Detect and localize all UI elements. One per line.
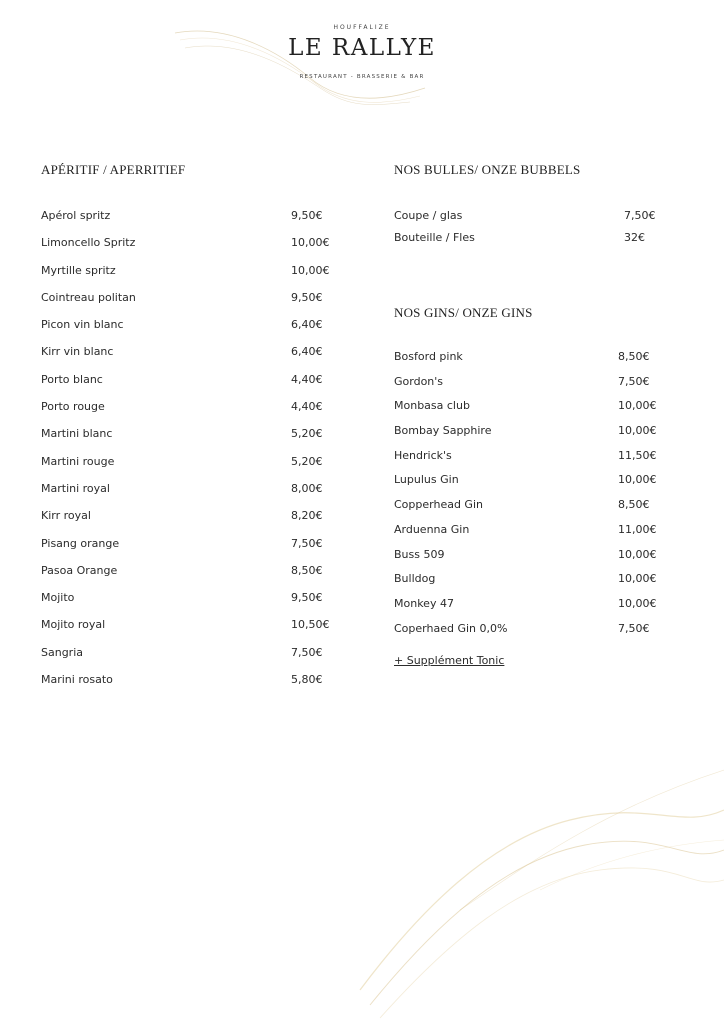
menu-item xyxy=(394,472,656,497)
menu-item xyxy=(41,454,329,481)
menu-item xyxy=(394,398,656,423)
item-price: 10,00€ xyxy=(618,572,657,586)
menu-item xyxy=(41,426,329,453)
menu-item xyxy=(41,536,329,563)
item-name: Mojito xyxy=(41,591,75,605)
menu-item xyxy=(394,571,656,596)
item-name: Monbasa club xyxy=(394,399,470,413)
menu-item xyxy=(41,399,329,426)
item-price: 8,50€ xyxy=(618,498,650,512)
item-name: Martini royal xyxy=(41,481,110,495)
menu-item xyxy=(41,672,329,699)
menu-item xyxy=(41,344,329,371)
item-name: Pisang orange xyxy=(41,536,120,550)
item-name: Picon vin blanc xyxy=(41,318,124,332)
item-price: 8,50€ xyxy=(291,563,323,577)
menu-item xyxy=(394,621,656,646)
item-name: Porto blanc xyxy=(41,372,103,386)
item-price: 6,40€ xyxy=(291,318,323,332)
menu-item xyxy=(394,596,656,621)
menu-item xyxy=(394,349,656,374)
menu-item xyxy=(394,374,656,399)
item-price: 10,00€ xyxy=(618,547,657,561)
bulles-menu-list xyxy=(394,208,656,251)
item-name: Coperhaed Gin 0,0% xyxy=(394,621,508,635)
item-price: 10,00€ xyxy=(291,236,330,250)
item-price: 4,40€ xyxy=(291,372,323,386)
item-name: Arduenna Gin xyxy=(394,522,470,536)
menu-item xyxy=(41,372,329,399)
item-name: Bulldog xyxy=(394,572,436,586)
item-price: 5,20€ xyxy=(291,454,323,468)
menu-item xyxy=(41,508,329,535)
menu-item xyxy=(41,317,329,344)
item-price: 10,00€ xyxy=(618,424,657,438)
item-name: Bouteille / Fles xyxy=(394,230,475,244)
item-name: Apérol spritz xyxy=(41,209,111,222)
item-price: 11,00€ xyxy=(618,522,657,536)
item-name: Buss 509 xyxy=(394,547,445,561)
item-name: Martini rouge xyxy=(41,454,115,468)
town-name: HOUFFALIZE xyxy=(333,24,391,31)
item-name: Coupe / glas xyxy=(394,209,463,222)
menu-item xyxy=(394,547,656,572)
item-name: Kirr royal xyxy=(41,509,91,523)
item-price: 7,50€ xyxy=(618,621,650,635)
item-price: 10,00€ xyxy=(618,596,657,610)
menu-item xyxy=(41,617,329,644)
item-price: 32€ xyxy=(624,230,645,244)
aperitif-section-title: APÉRITIF / APERRITIEF xyxy=(41,162,186,177)
item-price: 10,00€ xyxy=(618,399,657,413)
item-price: 7,50€ xyxy=(624,209,656,222)
bulles-section-title: NOS BULLES/ ONZE BUBBELS xyxy=(394,162,581,177)
menu-item xyxy=(394,423,656,448)
item-name: Martini blanc xyxy=(41,427,113,441)
menu-item xyxy=(41,235,329,262)
item-price: 5,80€ xyxy=(291,673,323,687)
item-name: Gordon's xyxy=(394,374,444,388)
item-price: 7,50€ xyxy=(618,374,650,388)
item-price: 10,00€ xyxy=(291,263,330,277)
gins-menu-list xyxy=(394,349,656,645)
menu-item xyxy=(41,290,329,317)
item-name: Copperhead Gin xyxy=(394,498,483,512)
item-price: 11,50€ xyxy=(618,448,657,462)
restaurant-tagline: RESTAURANT - BRASSERIE & BAR xyxy=(299,74,425,80)
item-name: Sangria xyxy=(41,645,83,659)
menu-item xyxy=(41,481,329,508)
menu-item xyxy=(41,590,329,617)
item-name: Porto rouge xyxy=(41,400,105,414)
item-price: 9,50€ xyxy=(291,209,323,222)
menu-item xyxy=(394,208,656,230)
menu-item xyxy=(41,263,329,290)
item-name: Limoncello Spritz xyxy=(41,236,136,250)
item-name: Kirr vin blanc xyxy=(41,345,114,359)
item-price: 6,40€ xyxy=(291,345,323,359)
item-name: Monkey 47 xyxy=(394,596,454,610)
item-price: 8,20€ xyxy=(291,509,323,523)
item-name: Cointreau politan xyxy=(41,290,136,304)
item-price: 7,50€ xyxy=(291,536,323,550)
gins-section-title: NOS GINS/ ONZE GINS xyxy=(394,305,533,320)
item-price: 8,00€ xyxy=(291,481,323,495)
item-price: 10,00€ xyxy=(618,473,657,487)
item-name: Lupulus Gin xyxy=(394,473,459,487)
item-price: 5,20€ xyxy=(291,427,323,441)
gold-glitter-decoration xyxy=(340,750,724,1024)
item-price: 9,50€ xyxy=(291,290,323,304)
restaurant-header xyxy=(0,0,724,100)
item-price: 10,50€ xyxy=(291,618,330,632)
item-price: 7,50€ xyxy=(291,645,323,659)
tonic-supplement-link[interactable]: + Supplément Tonic xyxy=(394,654,505,667)
item-price: 9,50€ xyxy=(291,591,323,605)
item-name: Myrtille spritz xyxy=(41,263,116,277)
menu-item xyxy=(394,497,656,522)
item-name: Mojito royal xyxy=(41,618,106,632)
menu-item xyxy=(394,522,656,547)
item-name: Bombay Sapphire xyxy=(394,424,492,438)
menu-item xyxy=(41,208,329,235)
restaurant-logo-title: LE RALLYE xyxy=(288,35,436,61)
menu-item xyxy=(394,230,656,252)
item-name: Marini rosato xyxy=(41,673,113,687)
menu-item xyxy=(394,448,656,473)
item-price: 8,50€ xyxy=(618,350,650,363)
item-name: Hendrick's xyxy=(394,448,452,462)
menu-item xyxy=(41,645,329,672)
item-name: Bosford pink xyxy=(394,350,463,363)
item-price: 4,40€ xyxy=(291,400,323,414)
aperitif-menu-list xyxy=(41,208,329,699)
menu-item xyxy=(41,563,329,590)
item-name: Pasoa Orange xyxy=(41,563,118,577)
